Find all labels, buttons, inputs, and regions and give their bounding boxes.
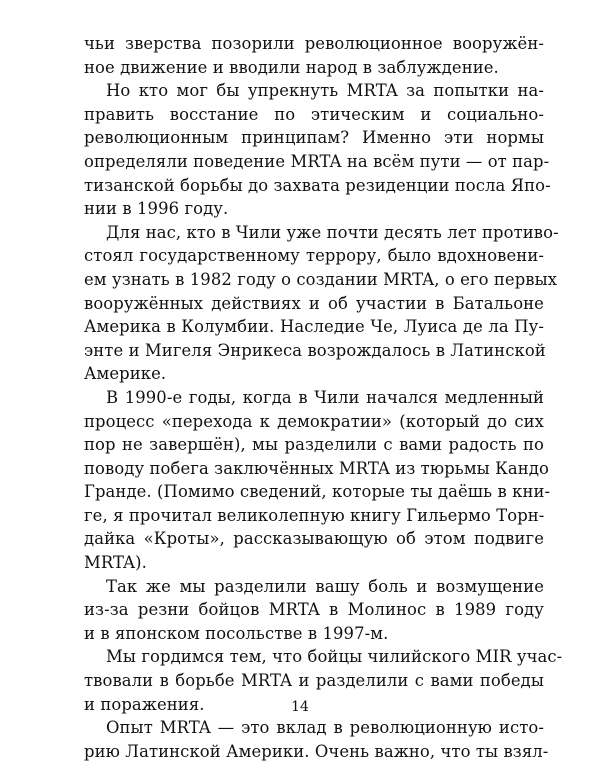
text-line: поводу побега заключённых MRTA из тюрьмы Кандо [84,458,549,478]
text-line: Гранде. (Помимо сведений, которые ты даёшь в кни- [84,482,551,502]
text-line: В 1990-е годы, когда в Чили начался медленный [106,387,544,407]
text-line: революционным принципам? Именно эти нормы [84,128,544,148]
text-line: вооружённых действиях и об участии в Батальоне [84,293,544,313]
paragraph [84,79,551,221]
text-line: чьи зверства позорили революционное вооружён- [84,34,544,53]
text-line: процесс «перехода к демократии» (который до сих [84,411,544,431]
text-line: нии в 1996 году. [84,199,229,219]
text-line: Америка в Колумбии. Наследие Че, Луиса де ла Пу- [84,317,544,337]
text-line: Для нас, кто в Чили уже почти десять лет противо- [106,222,559,242]
page-body [84,32,563,763]
paragraph [84,386,551,575]
text-line: стоял государственному террору, было вдохновени- [84,246,544,266]
text-line: Мы гордимся тем, что бойцы чилийского MIR учас- [106,647,563,667]
text-line: дайка «Кроты», рассказывающую об этом подвиге [84,529,544,549]
text-line: пор не завершён), мы разделили с вами радость по [84,435,544,455]
text-line: и в японском посольстве в 1997-м. [84,623,389,643]
text-line: править восстание по этическим и социально- [84,104,544,124]
text-line: Так же мы разделили вашу боль и возмущение [106,576,544,596]
text-line: ное движение и вводили народ в заблуждение. [84,57,499,77]
paragraph [84,221,559,386]
paragraph [84,32,544,79]
text-line: Но кто мог бы упрекнуть MRTA за попытки на- [106,81,544,101]
text-flow [84,32,563,763]
text-line: определяли поведение MRTA на всём пути — от пар- [84,151,550,171]
paragraph [84,575,544,646]
text-line: из-за резни бойцов MRTA в Молинос в 1989 году [84,600,544,620]
text-line: твовали в борьбе MRTA и разделили с вами победы [84,671,544,691]
text-line: Америке. [84,364,167,384]
text-line: MRTA). [84,553,147,573]
text-line: и поражения. [84,694,205,714]
paragraph [84,716,549,763]
text-line: тизанской борьбы до захвата резиденции посла Япо- [84,175,551,195]
text-line: Опыт MRTA — это вклад в революционную исто- [106,718,544,738]
text-line: энте и Мигеля Энрикеса возрождалось в Латинской [84,340,546,360]
page-number: 14 [291,699,309,715]
text-line: рию Латинской Америки. Очень важно, что ты взял- [84,741,549,761]
text-line: ем узнать в 1982 году о создании MRTA, о его первых [84,269,558,289]
text-line: ге, я прочитал великолепную книгу Гильермо Торн- [84,505,545,525]
